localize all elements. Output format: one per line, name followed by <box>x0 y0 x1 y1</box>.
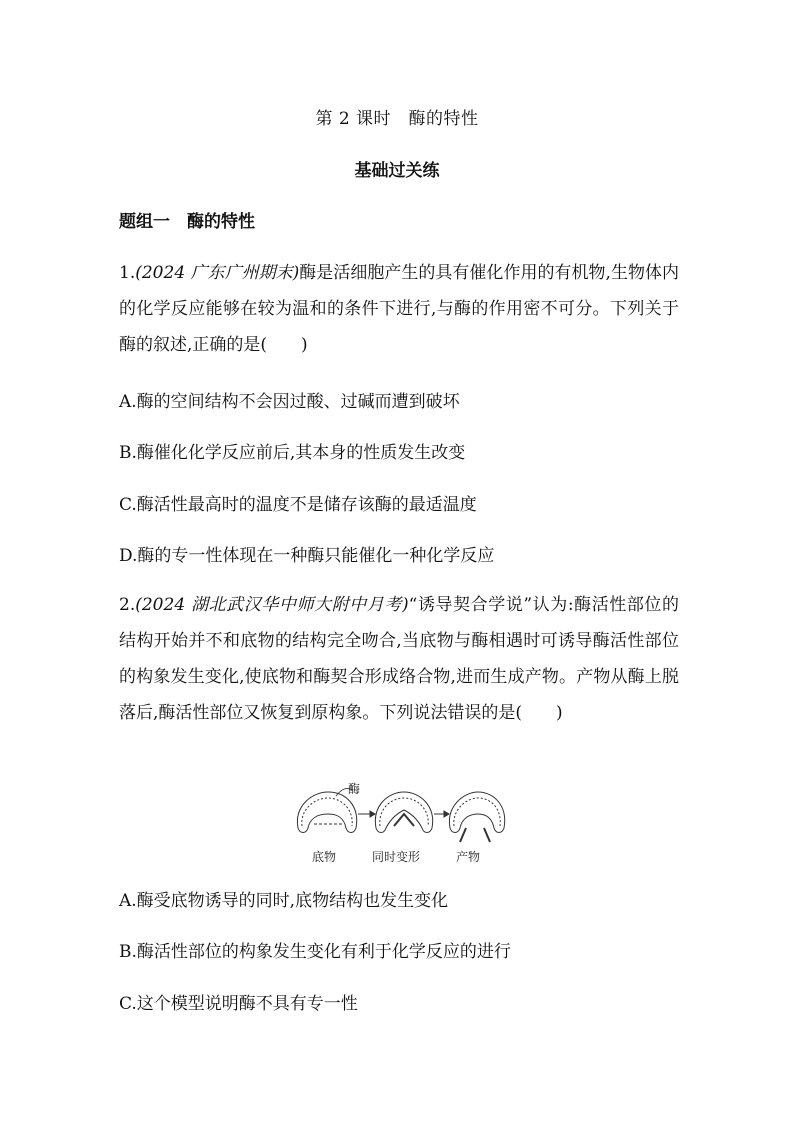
figure-label-product: 产物 <box>456 850 481 864</box>
induced-fit-figure <box>290 784 510 868</box>
question-2-source: (2024 湖北武汉华中师大附中月考) <box>135 595 409 615</box>
lesson-title: 第 2 课时 酶的特性 <box>315 109 479 129</box>
question-1-option-d[interactable]: D.酶的专一性体现在一种酶只能催化一种化学反应 <box>119 546 495 566</box>
arrow-1 <box>358 811 375 817</box>
enzyme-shape-2 <box>375 792 432 833</box>
question-1-option-b[interactable]: B.酶催化化学反应前后,其本身的性质发生改变 <box>119 443 466 463</box>
group-title: 题组一 酶的特性 <box>119 212 255 232</box>
question-2-number: 2. <box>119 595 136 615</box>
question-2-option-b[interactable]: B.酶活性部位的构象发生变化有利于化学反应的进行 <box>119 942 511 962</box>
question-1-text: 酶是活细胞产生的具有催化作用的有机物,生物体内的化学反应能够在较为温和的条件下进行,与酶的作用密不可分。下列关于酶的叙述,正确的是( ) <box>119 263 679 355</box>
question-2-option-a[interactable]: A.酶受底物诱导的同时,底物结构也发生变化 <box>119 891 449 911</box>
question-2 <box>119 587 679 731</box>
question-1-source: (2024 广东广州期末) <box>135 263 300 283</box>
section-title: 基础过关练 <box>354 161 440 181</box>
figure-label-substrate: 底物 <box>312 850 337 864</box>
question-1-number: 1. <box>119 263 136 283</box>
induced-fit-diagram <box>290 784 510 852</box>
enzyme-shape-1 <box>297 792 356 833</box>
question-2-text: “诱导契合学说”认为:酶活性部位的结构开始并不和底物的结构完全吻合,当底物与酶相遇时可诱导酶活性部位的构象发生变化,使底物和酶契合形成络合物,进而生成产物。产物从酶上脱落后,酶活性部位又恢复到原构象。下列说法错误的是( ) <box>119 595 680 723</box>
arrow-2 <box>434 811 449 817</box>
figure-label-enzyme: 酶 <box>348 782 361 796</box>
enzyme-shape-3 <box>449 792 504 842</box>
question-1-option-a[interactable]: A.酶的空间结构不会因过酸、过碱而遭到破坏 <box>119 392 460 412</box>
question-1 <box>119 255 679 363</box>
question-2-option-c[interactable]: C.这个模型说明酶不具有专一性 <box>119 994 358 1014</box>
figure-label-deform: 同时变形 <box>372 850 421 864</box>
question-1-option-c[interactable]: C.酶活性最高时的温度不是储存该酶的最适温度 <box>119 495 477 515</box>
